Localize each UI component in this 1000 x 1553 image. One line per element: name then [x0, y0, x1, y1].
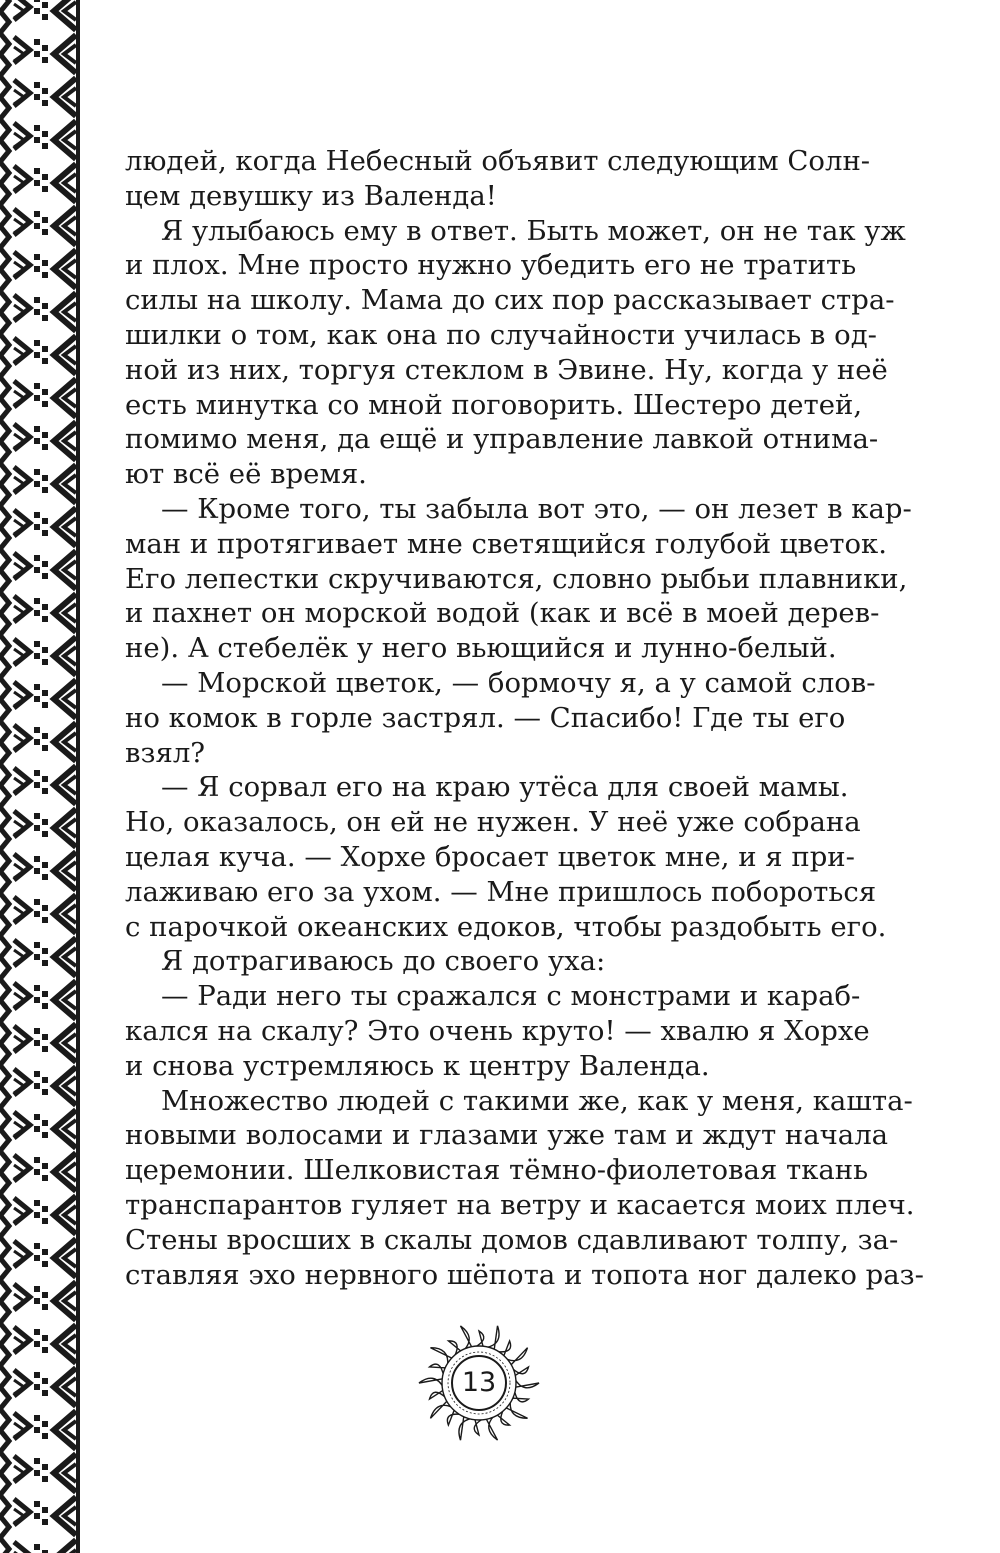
text-line: — Я сорвал его на краю утёса для своей мамы.: [161, 771, 849, 804]
text-line: ставляя эхо нервного шёпота и топота ног далеко раз-: [125, 1258, 924, 1291]
text-line: не). А стебелёк у него вьющийся и лунно-белый.: [125, 632, 837, 665]
page-number: 13: [461, 1367, 497, 1398]
text-line: лаживаю его за ухом. — Мне пришлось побороться: [125, 875, 877, 908]
text-line: транспарантов гуляет на ветру и касается моих плеч.: [125, 1188, 915, 1221]
text-line: ман и протягивает мне светящийся голубой цветок.: [125, 527, 887, 560]
text-line: Но, оказалось, он ей не нужен. У неё уже собрана: [125, 806, 861, 839]
text-line: церемонии. Шелковистая тёмно-фиолетовая ткань: [125, 1154, 869, 1187]
ornamental-border: [0, 0, 80, 1553]
text-line: Его лепестки скручиваются, словно рыбьи плавники,: [125, 562, 908, 595]
text-line: ной из них, торгуя стеклом в Эвине. Ну, когда у неё: [125, 353, 888, 386]
text-line: людей, когда Небесный объявит следующим Солн-: [125, 145, 871, 177]
text-line: помимо меня, да ещё и управление лавкой отнима-: [125, 423, 879, 456]
text-line: но комок в горле застрял. — Спасибо! Где ты его: [125, 701, 846, 734]
body-text: [125, 144, 924, 1292]
text-line: Множество людей с такими же, как у меня, кашта-: [161, 1084, 913, 1117]
text-line: целая куча. — Хорхе бросает цветок мне, и я при-: [125, 840, 855, 873]
text-line: взял?: [125, 736, 206, 769]
text-line: ют всё её время.: [125, 458, 367, 491]
text-line: кался на скалу? Это очень круто! — хвалю я Хорхе: [125, 1014, 870, 1047]
text-line: Я дотрагиваюсь до своего уха:: [161, 945, 606, 978]
text-line: силы на школу. Мама до сих пор рассказывает стра-: [125, 284, 895, 317]
text-line: Стены вросших в скалы домов сдавливают толпу, за-: [125, 1223, 899, 1256]
text-line: и снова устремляюсь к центру Валенда.: [125, 1049, 710, 1082]
page-number-badge: [416, 1320, 542, 1446]
text-line: и плох. Мне просто нужно убедить его не тратить: [125, 249, 857, 282]
text-line: Я улыбаюсь ему в ответ. Быть может, он не так уж: [161, 214, 906, 247]
text-line: цем девушку из Валенда!: [125, 179, 497, 212]
text-line: шилки о том, как она по случайности училась в од-: [125, 318, 877, 351]
text-line: новыми волосами и глазами уже там и ждут начала: [125, 1119, 889, 1152]
text-line: — Кроме того, ты забыла вот это, — он лезет в кар-: [161, 492, 912, 525]
text-line: с парочкой океанских едоков, чтобы раздобыть его.: [125, 910, 887, 943]
text-line: — Морской цветок, — бормочу я, а у самой слов-: [161, 666, 876, 699]
text-line: и пахнет он морской водой (как и всё в моей дерев-: [125, 597, 880, 630]
text-line: есть минутка со мной поговорить. Шестеро детей,: [125, 388, 863, 421]
text-line: — Ради него ты сражался с монстрами и караб-: [161, 980, 861, 1013]
